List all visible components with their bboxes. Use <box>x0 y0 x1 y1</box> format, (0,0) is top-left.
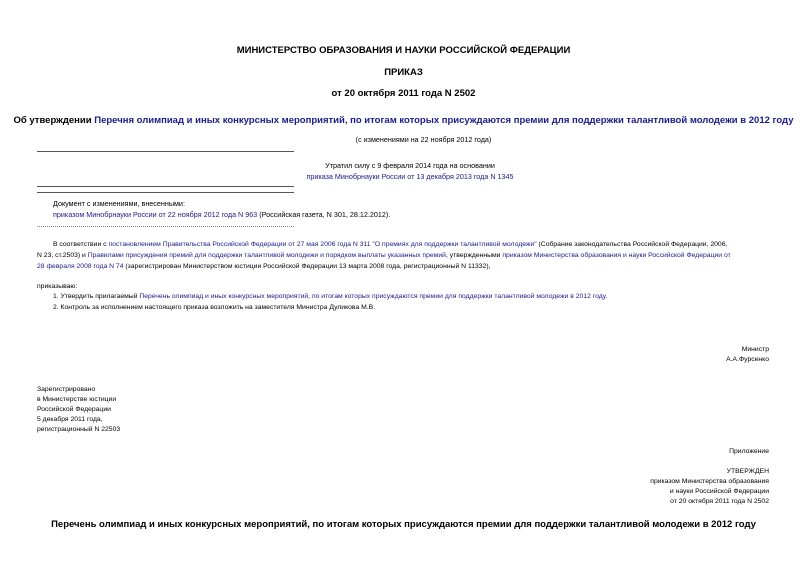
divider-line <box>37 192 294 193</box>
preamble-link-order-date[interactable]: 28 февраля 2008 года N 74 <box>37 263 124 270</box>
order-item-1 <box>53 292 607 302</box>
doc-date-number: от 20 октября 2011 года N 2502 <box>331 88 476 99</box>
registration-line: 5 декабря 2011 года, <box>37 416 103 423</box>
preamble-text: (зарегистрирован Министерством юстиции Российской Федерации 13 марта 2008 года, регистрационный N 11332), <box>123 263 491 270</box>
preamble-link-resolution[interactable]: постановлением Правительства Российской Федерации от 27 мая 2006 года N 311 "О премиях для поддержки талантливой молодежи" <box>108 241 537 248</box>
amendments-link[interactable]: приказом Минобрнауки России от 22 ноября 2012 года N 963 <box>53 210 258 219</box>
preamble-link-order[interactable]: приказом Министерства образования и науки Российской Федерации от <box>502 252 731 259</box>
preamble-text: , утвержденными <box>445 252 503 259</box>
lost-force-text: Утратил силу с 9 февраля 2014 года на основании <box>325 161 495 170</box>
preamble-text: N 23, ст.2503) и <box>37 252 88 259</box>
signature-position: Министр <box>741 346 769 353</box>
approved-line: от 20 октября 2011 года N 2502 <box>670 498 769 505</box>
approved-line: и науки Российской Федерации <box>669 488 769 495</box>
changes-note: (с изменениями на 22 ноября 2012 года) <box>355 135 492 144</box>
signature-name: А.А.Фурсенко <box>726 356 769 363</box>
dotted-divider <box>37 226 294 227</box>
order-item-2: 2. Контроль за исполнением настоящего приказа возложить на заместителя Министра Дуликова М.В. <box>53 304 376 311</box>
doc-type-heading: ПРИКАЗ <box>384 67 423 78</box>
order-item-text: 1. Утвердить прилагаемый <box>53 293 140 300</box>
amendments-label: Документ с изменениями, внесенными: <box>53 199 185 208</box>
doc-title <box>0 115 807 127</box>
lost-force-link[interactable]: приказа Минобрнауки России от 13 декабря 2013 года N 1345 <box>306 172 514 181</box>
preamble-line-3 <box>37 262 491 272</box>
divider-line <box>37 151 294 152</box>
registration-line: в Министерстве юстиции <box>37 396 117 403</box>
approved-label: УТВЕРЖДЕН <box>726 468 769 475</box>
registration-line: Российской Федерации <box>37 406 111 413</box>
preamble-text: (Собрание законодательства Российской Федерации, 2006, <box>536 241 728 248</box>
ministry-heading: МИНИСТЕРСТВО ОБРАЗОВАНИЯ И НАУКИ РОССИЙСКОЙ ФЕДЕРАЦИИ <box>236 45 571 56</box>
approved-line: приказом Министерства образования <box>650 478 769 485</box>
list-title: Перечень олимпиад и иных конкурсных мероприятий, по итогам которых присуждаются премии для поддержки талантливой молодежи в 2012 году <box>51 519 756 530</box>
doc-title-link[interactable]: Перечня олимпиад и иных конкурсных мероприятий, по итогам которых присуждаются премии для поддержки талантливой молодежи в 2012 году <box>94 115 794 126</box>
divider-line <box>37 186 294 187</box>
order-word: приказываю: <box>37 283 78 290</box>
registration-line: Зарегистрировано <box>37 386 96 393</box>
amendments-source: (Российская газета, N 301, 28.12.2012). <box>257 210 391 219</box>
order-item-1-link[interactable]: Перечень олимпиад и иных конкурсных мероприятий, по итогам которых присуждаются премии для поддержки талантливой молодежи в 2012 году <box>139 293 606 300</box>
order-item-text: . <box>605 293 608 300</box>
amendments-line <box>53 210 390 221</box>
appendix-label: Приложение <box>729 448 769 455</box>
preamble-line-2 <box>37 251 731 261</box>
preamble-line-1 <box>53 240 727 250</box>
preamble-text: В соответствии с <box>53 241 109 248</box>
registration-line: регистрационный N 22503 <box>37 426 121 433</box>
doc-title-prefix: Об утверждении <box>13 115 95 126</box>
preamble-link-rules[interactable]: Правилами присуждения премий для поддержки талантливой молодежи и порядком выплаты указанных премий <box>87 252 446 259</box>
